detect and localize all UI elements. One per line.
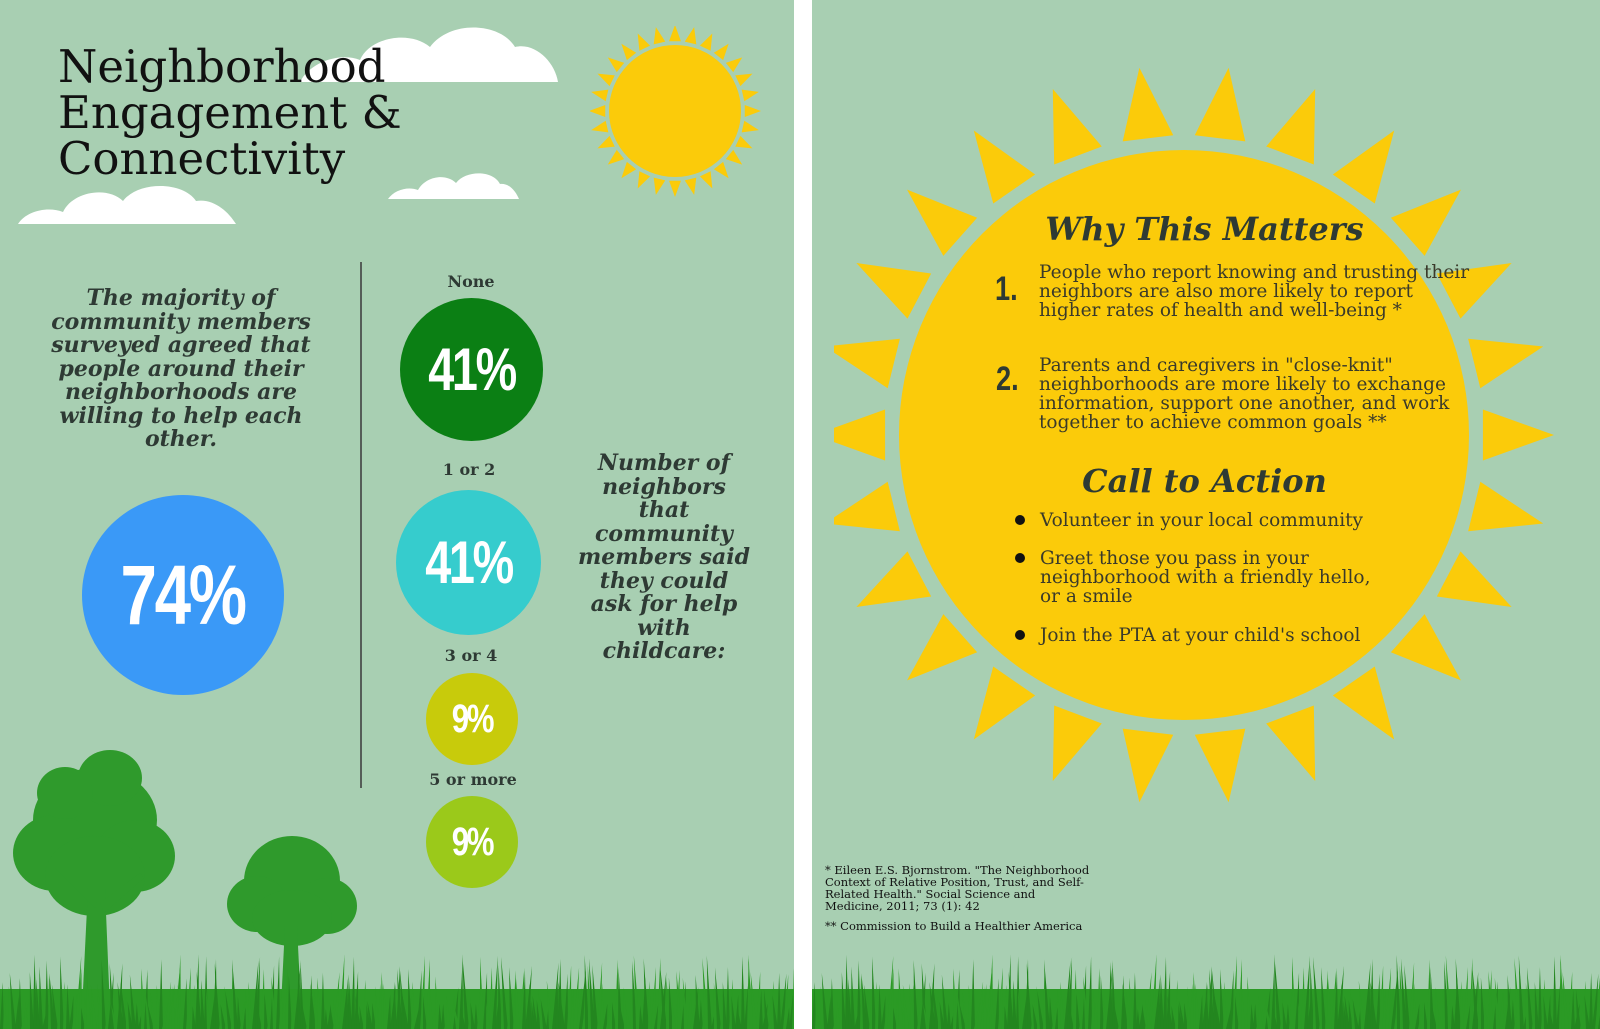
sun-ray [1266, 89, 1315, 164]
call-to-action-title: Call to Action [1082, 462, 1327, 500]
sun-ray [1053, 89, 1102, 164]
action-item: Join the PTA at your child's school [1040, 625, 1361, 646]
sun-ray [742, 90, 759, 102]
breakdown-label: 5 or more [429, 770, 517, 789]
breakdown-label: None [447, 272, 495, 291]
sun-ray [745, 105, 761, 117]
sun-ray [608, 150, 624, 165]
breakdown-circle [400, 298, 543, 441]
page-title [58, 40, 402, 185]
sun-ray [1053, 705, 1102, 780]
title-line: Neighborhood [58, 40, 386, 93]
bullet-icon [1015, 553, 1025, 563]
footnote: ** Commission to Build a Healthier America [825, 919, 1083, 933]
sun-ray [834, 339, 900, 388]
sun-ray [742, 121, 759, 133]
sun-ray [1468, 339, 1543, 388]
sun-ray [621, 44, 636, 60]
sun-ray [856, 263, 931, 319]
sun-icon [590, 26, 770, 206]
reason-number: 1. [995, 270, 1018, 308]
breakdown-circle [426, 796, 518, 888]
sun-disc [609, 45, 741, 177]
sun-ray [591, 121, 608, 133]
sun-ray [700, 34, 712, 51]
sun-ray [621, 162, 636, 178]
sun-ray [1333, 667, 1394, 740]
breakdown-label: 3 or 4 [444, 646, 498, 665]
sun-ray [974, 667, 1035, 740]
sun-ray [735, 74, 752, 86]
sun-ray [834, 410, 885, 461]
bullet-icon [1015, 630, 1025, 640]
sun-ray [685, 178, 697, 195]
why-title: Why This Matters [1045, 210, 1364, 248]
sun-ray [1195, 68, 1246, 142]
divider [360, 262, 362, 788]
sun-icon [834, 60, 1584, 820]
sun-ray [1391, 614, 1461, 680]
sun-ray [1468, 482, 1543, 531]
reason-text: Parents and caregivers in "close-knit" neighborhoods are more likely to exchange information, support one another, and work together to achieve common goals ** [1039, 355, 1450, 433]
action-item: Greet those you pass in your neighborhood with a friendly hello, or a smile [1040, 548, 1371, 607]
sun-ray [669, 181, 681, 197]
sun-ray [907, 614, 977, 680]
sun-ray [608, 57, 624, 72]
sun-ray [726, 150, 742, 165]
sun-ray [1333, 130, 1394, 203]
breakdown-value: 41% [428, 336, 515, 403]
cloud-icon [388, 168, 520, 200]
breakdown-circle [426, 673, 518, 765]
footnote: * Eileen E.S. Bjornstrom. "The Neighborhood Context of Relative Position, Trust, and Self-Related Health." Social Science and Medicine, 2011; 73 (1): 42 [825, 863, 1090, 913]
sun-ray [1391, 190, 1461, 256]
grass-decoration [812, 934, 1600, 1029]
sun-ray [700, 171, 712, 188]
title-line: Engagement & [58, 86, 402, 139]
grass-decoration [0, 934, 794, 1029]
breakdown-circle [396, 490, 541, 635]
neighbors-childcare-text: Number of neighbors that community members said they could ask for help with childcare: [578, 450, 750, 664]
sun-ray [834, 482, 900, 531]
sun-ray [714, 162, 729, 178]
sun-ray [685, 27, 697, 44]
breakdown-value: 41% [425, 529, 512, 596]
sun-ray [1123, 68, 1174, 142]
majority-text: The majority of community members surveyed agreed that people around their neighborhoods are willing to help each other. [51, 285, 311, 452]
sun-ray [590, 105, 605, 117]
left-page [0, 0, 794, 1029]
sun-ray [726, 57, 742, 72]
majority-percent-circle [82, 495, 284, 695]
sun-ray [1437, 551, 1512, 607]
majority-percent: 74% [120, 547, 246, 642]
sun-ray [591, 90, 608, 102]
sun-ray [1123, 729, 1174, 803]
reason-number: 2. [996, 360, 1019, 398]
sun-ray [1195, 729, 1246, 803]
sun-ray [907, 190, 977, 256]
sun-ray [654, 178, 666, 195]
sun-ray [1266, 705, 1315, 780]
sun-ray [714, 44, 729, 60]
sun-ray [638, 171, 650, 188]
sun-ray [1483, 410, 1554, 461]
sun-ray [974, 130, 1035, 203]
breakdown-value: 9% [451, 819, 493, 864]
sun-ray [735, 136, 752, 148]
breakdown-value: 9% [451, 696, 493, 741]
action-item: Volunteer in your local community [1040, 510, 1364, 531]
sun-ray [598, 74, 615, 86]
title-line: Connectivity [58, 132, 346, 185]
sun-ray [598, 136, 615, 148]
right-page [812, 0, 1600, 1029]
reason-text: People who report knowing and trusting their neighbors are also more likely to report higher rates of health and well-being * [1039, 262, 1470, 321]
sun-ray [638, 34, 650, 51]
sun-ray [669, 26, 681, 41]
bullet-icon [1015, 515, 1025, 525]
sun-ray [654, 27, 666, 44]
sun-ray [856, 551, 931, 607]
breakdown-label: 1 or 2 [442, 460, 496, 479]
